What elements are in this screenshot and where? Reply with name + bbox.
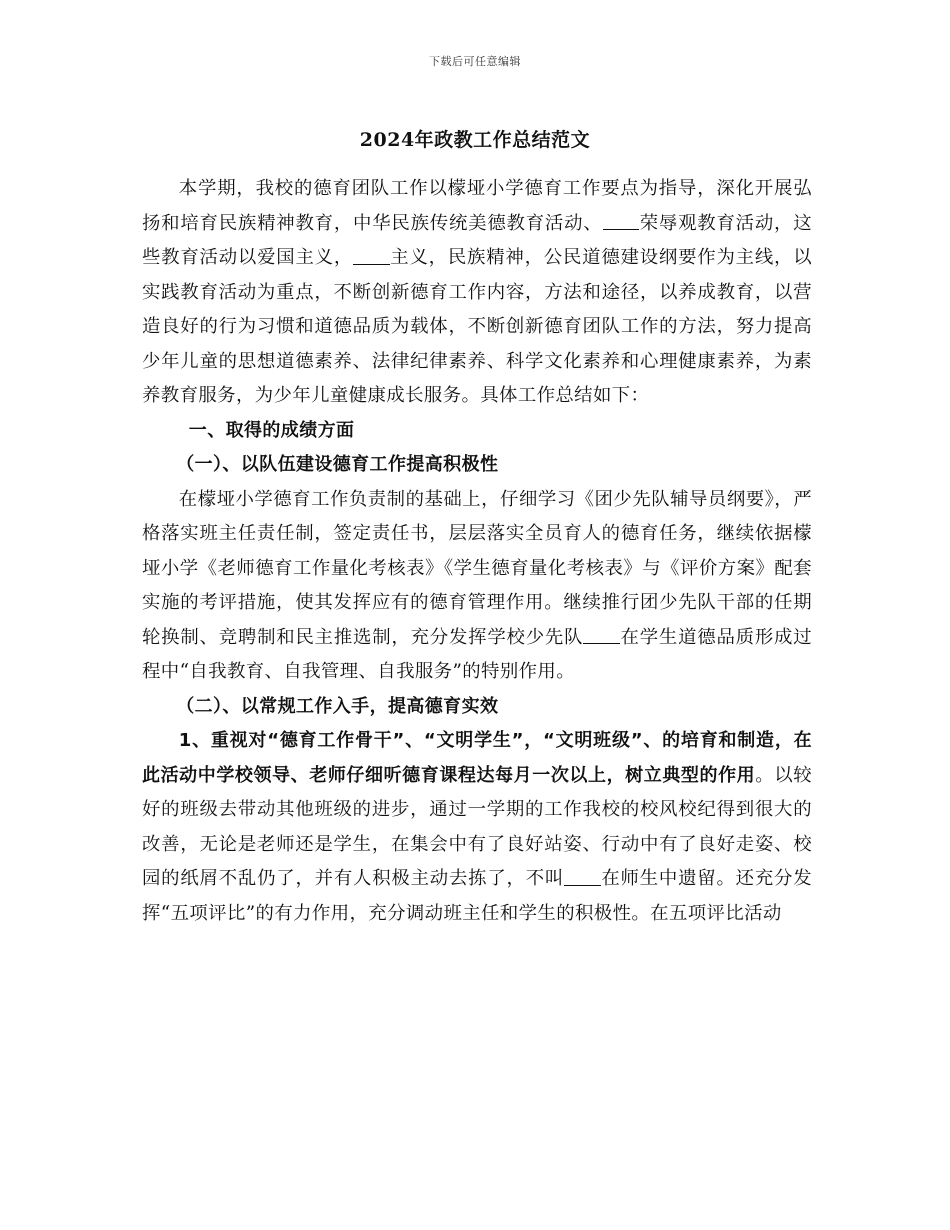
intro-text-b: 荣辱观教育活动，这些教育活动以爱国主义，: [142, 212, 812, 268]
paragraph-2-text-a: 。以较好的班级去带动其他班级的进步，通过一学期的工作我校的校风校纪得到很大的改善，无论是老师还是学生，在集会中有了良好站姿、行动中有了良好走姿、校园的纸屑不乱仍了，并有人积极主动去拣了，不叫: [142, 764, 813, 889]
subsection-heading-1-1: （一）、以队伍建设德育工作提高积极性: [176, 454, 499, 475]
section-heading-1: 一、取得的成绩方面: [188, 419, 355, 441]
paragraph-1: [142, 483, 812, 690]
paragraph-2-bold-lead: 1、重视对“德育工作骨干”、“文明学生”，“文明班级”、的培育和制造，在此活动中学校领导、老师仔细听德育课程达每月一次以上，树立典型的作用: [142, 730, 812, 786]
page-title: 2024年政教工作总结范文: [359, 129, 591, 151]
paragraph-2: [142, 724, 812, 931]
blank-underline: [564, 866, 601, 885]
paragraph-1-text-a: 在檬垭小学德育工作负责制的基础上，仔细学习《团少先队辅导员纲要》，严格落实班主任责任制，签定责任书，层层落实全员育人的德育任务，继续依据檬垭小学《老师德育工作量化考核表》《学生德育量化考核表》与《评价方案》配套实施的考评措施，使其发挥应有的德育管理作用。继续推行团少先队干部的任期轮换制、竞聘制和民主推选制，充分发挥学校少先队: [142, 488, 812, 648]
subsection-heading-1-2: （二）、以常规工作入手，提高德育实效: [176, 695, 499, 717]
blank-underline: [603, 211, 640, 230]
intro-paragraph: [142, 172, 812, 414]
paragraph-1-text-b: 在学生道德品质形成过程中“自我教育、自我管理、自我服务”的特别作用。: [142, 626, 812, 682]
document-body: [142, 172, 812, 931]
intro-text-a: 本学期，我校的德育团队工作以檬垭小学德育工作要点为指导，深化开展弘扬和培育民族精神教育，中华民族传统美德教育活动、: [142, 178, 812, 234]
blank-underline: [583, 625, 620, 644]
header-note: 下载后可任意编辑: [429, 55, 521, 68]
blank-underline: [353, 245, 390, 264]
paragraph-2-text-b: 在师生中遗留。还充分发挥“五项评比”的有力作用，充分调动班主任和学生的积极性。在五项评比活动: [142, 868, 812, 924]
intro-text-c: 主义，民族精神，公民道德建设纲要作为主线，以实践教育活动为重点，不断创新德育工作内容，方法和途径，以养成教育，以营造良好的行为习惯和道德品质为载体，不断创新德育团队工作的方法，努力提高少年儿童的思想道德素养、法律纪律素养、科学文化素养和心理健康素养，为素养教育服务，为少年儿童健康成长服务。具体工作总结如下：: [142, 247, 812, 406]
